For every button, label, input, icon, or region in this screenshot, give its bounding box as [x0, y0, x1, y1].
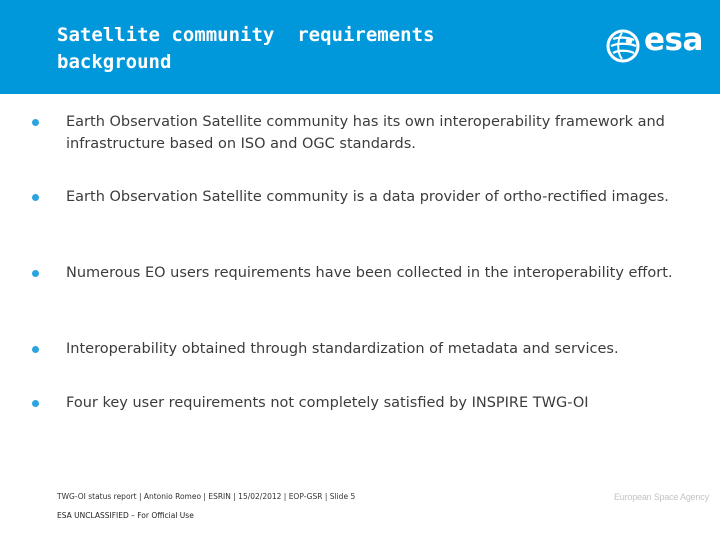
esa-emblem-icon: [605, 28, 641, 64]
agency-name: European Space Agency: [614, 492, 709, 502]
bullet-dot-icon: [32, 119, 39, 126]
esa-wordmark: esa: [644, 22, 703, 58]
bullet-text: Interoperability obtained through standardization of metadata and services.: [66, 341, 619, 357]
bullet-text: Earth Observation Satellite community has its own interoperability framework and infrastructure based on ISO and OGC standards.: [66, 114, 665, 152]
footer-info: TWG-OI status report | Antonio Romeo | ESRIN | 15/02/2012 | EOP-GSR | Slide 5: [57, 492, 356, 501]
bullet-text: Four key user requirements not completely satisfied by INSPIRE TWG-OI: [66, 395, 589, 411]
bullet-dot-icon: [32, 346, 39, 353]
esa-logo: [605, 22, 705, 64]
header-bar: [0, 0, 720, 94]
bullet-text: Numerous EO users requirements have been collected in the interoperability effort.: [66, 265, 673, 281]
slide-title: Satellite community requirements background: [57, 24, 435, 73]
bullet-text: Earth Observation Satellite community is a data provider of ortho-rectified images.: [66, 189, 669, 205]
bullet-dot-icon: [32, 270, 39, 277]
footer-classification: ESA UNCLASSIFIED – For Official Use: [57, 511, 194, 520]
bullet-dot-icon: [32, 194, 39, 201]
bullet-dot-icon: [32, 400, 39, 407]
